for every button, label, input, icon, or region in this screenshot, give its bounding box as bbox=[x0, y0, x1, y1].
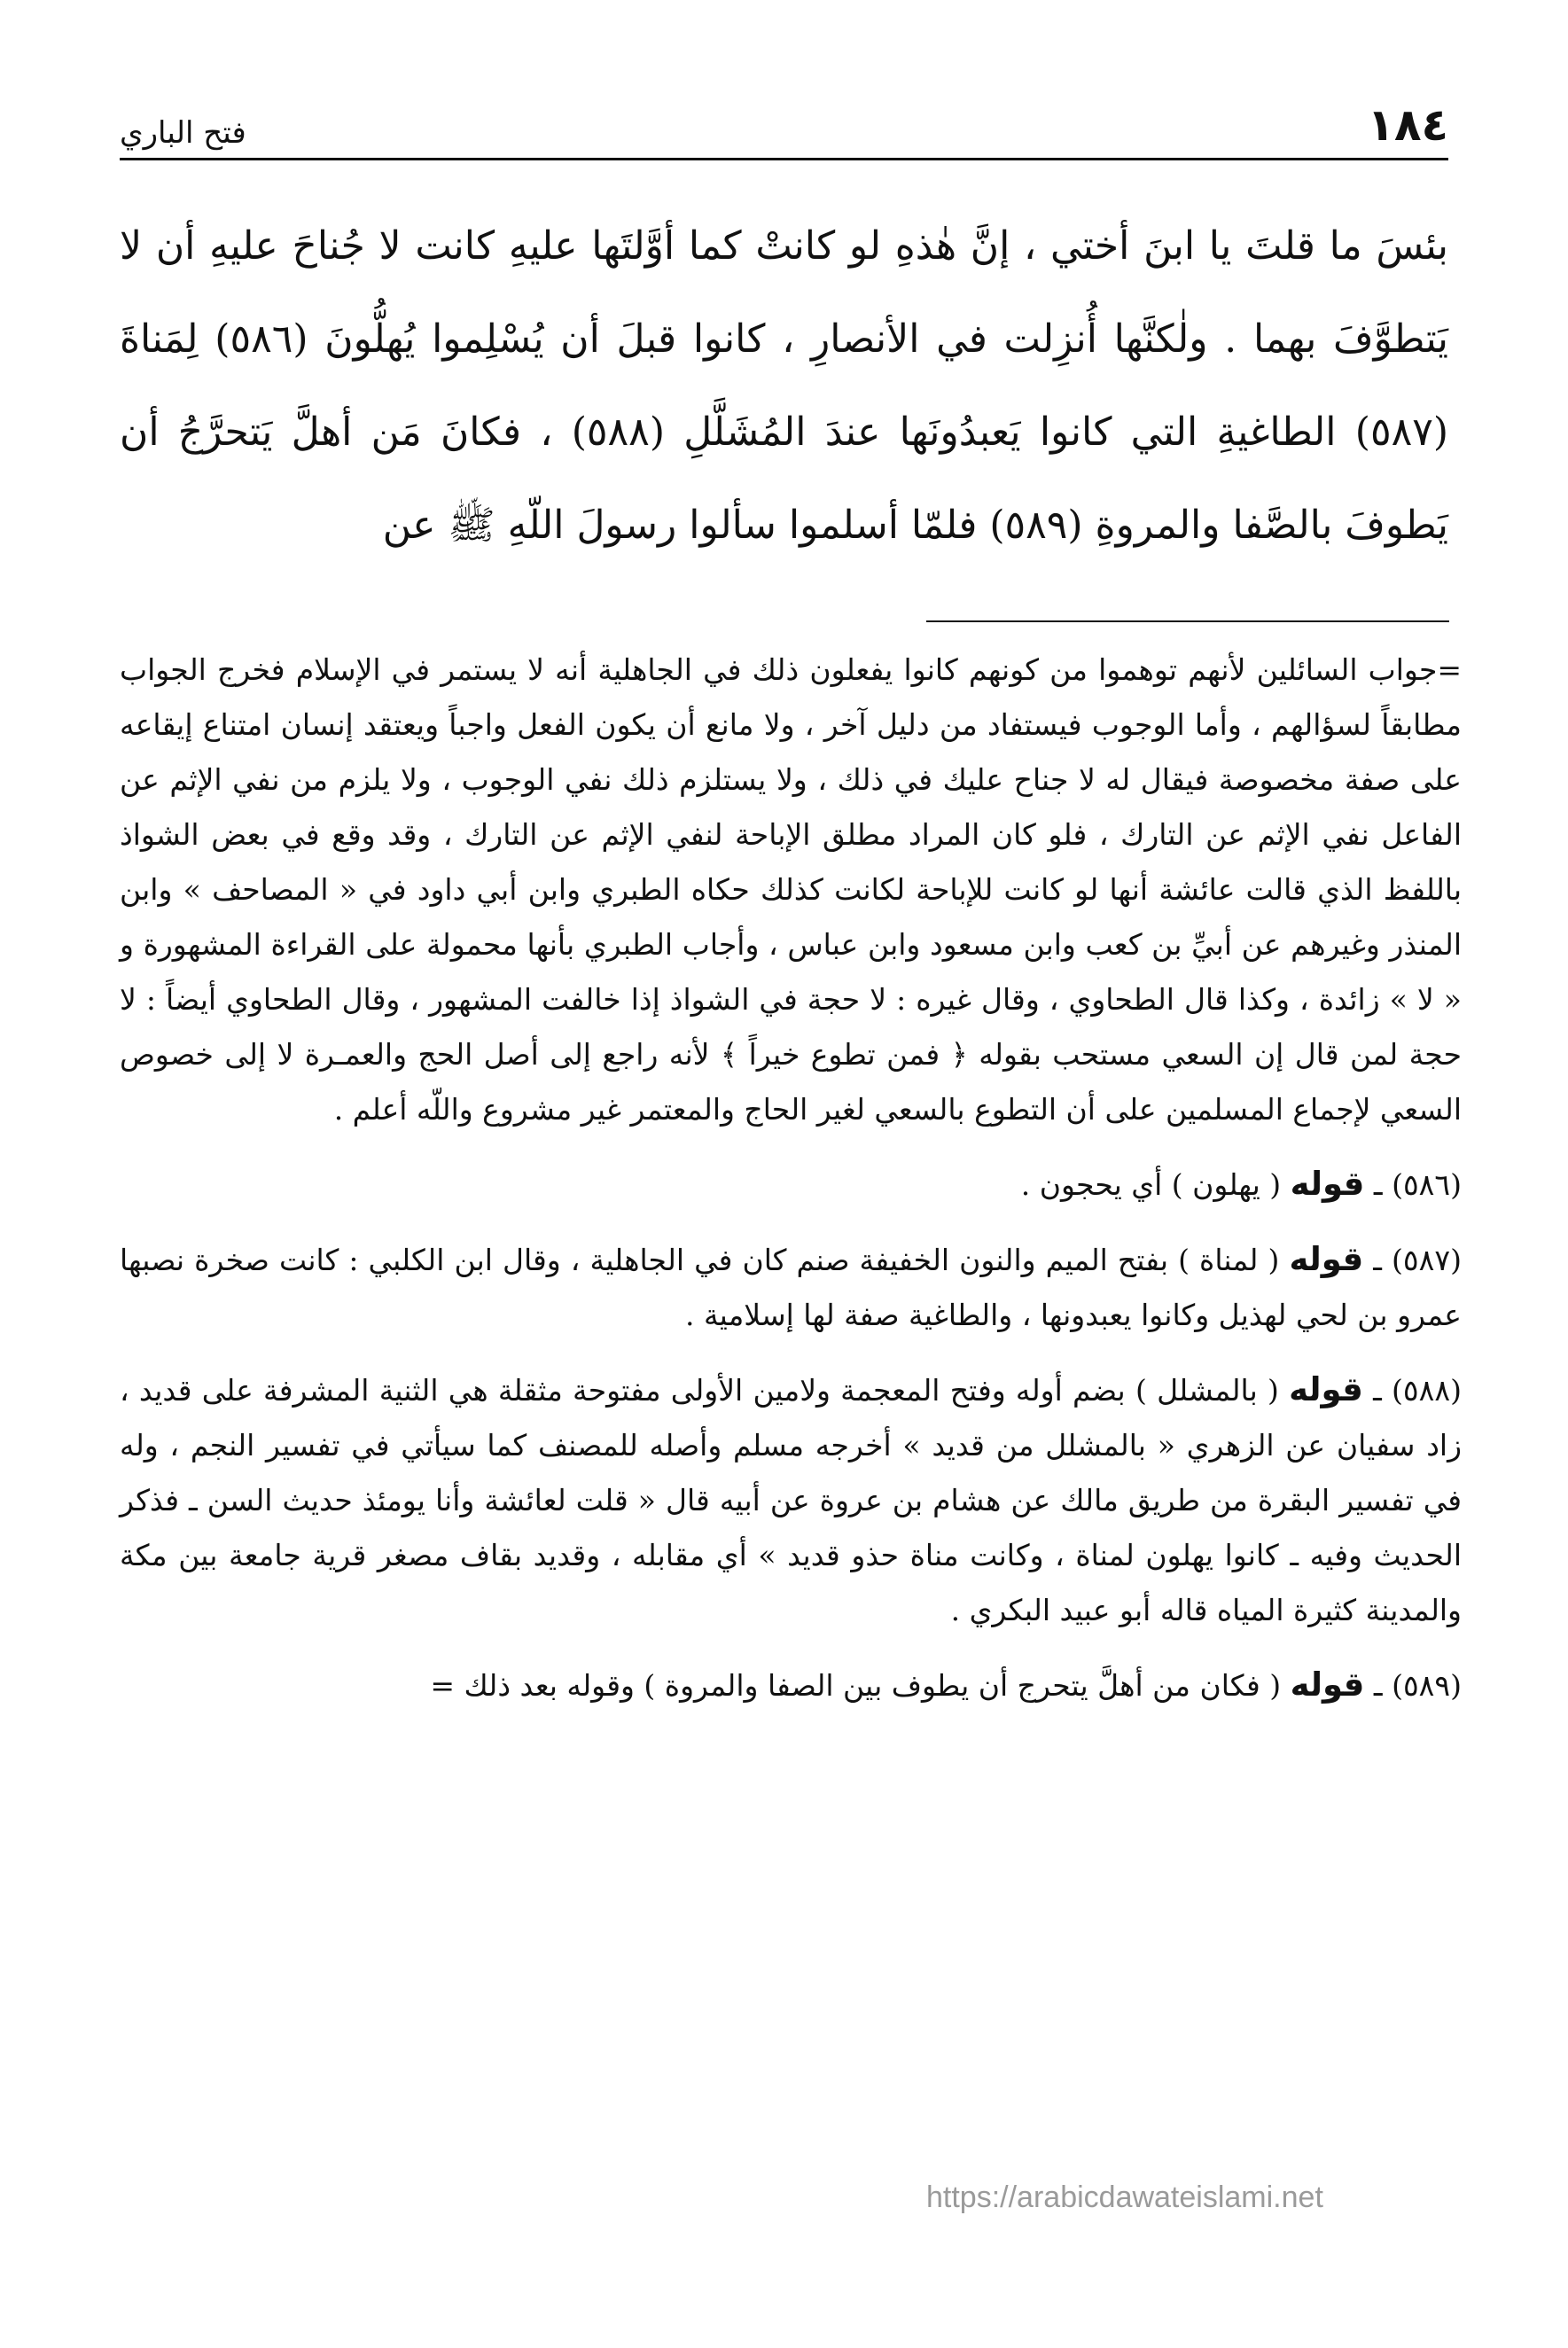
footnote-number: (٥٨٨) bbox=[1392, 1373, 1462, 1408]
footnote-keyword: قوله bbox=[1289, 1240, 1364, 1278]
footnote-number: (٥٨٦) bbox=[1392, 1167, 1462, 1202]
dash: ـ bbox=[1373, 1167, 1383, 1202]
footnotes bbox=[120, 643, 1462, 1733]
footnote-text: ( يهلون ) أي يحجون . bbox=[1020, 1167, 1282, 1202]
page-header bbox=[120, 89, 1448, 160]
page-number: ١٨٤ bbox=[1367, 99, 1448, 151]
watermark-url: https://arabicdawateislami.net bbox=[926, 2180, 1323, 2214]
footnote-text: ( لمناة ) بفتح الميم والنون الخفيفة صنم كان في الجاهلية ، وقال ابن الكلبي : كانت صخرة نصبها عمرو بن لحي لهذيل وكانوا يعبدونها ، والطاغية صفة لها إسلامية . bbox=[120, 1243, 1462, 1332]
footnote-keyword: قوله bbox=[1289, 1370, 1363, 1408]
footnote-588 bbox=[120, 1362, 1462, 1638]
dash: ـ bbox=[1373, 1668, 1383, 1703]
footnote-text: ( فكان من أهلَّ يتحرج أن يطوف بين الصفا والمروة ) وقوله بعد ذلك = bbox=[430, 1668, 1282, 1703]
footnote-number: (٥٨٧) bbox=[1392, 1243, 1462, 1277]
dash: ـ bbox=[1373, 1373, 1382, 1408]
main-paragraph: بئسَ ما قلتَ يا ابنَ أختي ، إنَّ هٰذهِ لو كانتْ كما أوَّلتَها عليهِ كانت لا جُناحَ عليهِ أن لا يَتطوَّفَ بهما . ولٰكنَّها أُنزِلت في الأنصارِ ، كانوا قبلَ أن يُسْلِموا يُهلُّونَ (٥٨٦) لِمَناةَ (٥٨٧) الطاغيةِ التي كانوا يَعبدُونَها عندَ المُشَلَّلِ (٥٨٨) ، فكانَ مَن أهلَّ يَتحرَّجُ أن يَطوفَ بالصَّفا والمروةِ (٥٨٩) فلمّا أسلموا سألوا رسولَ اللّهِ ﷺ عن bbox=[120, 223, 1449, 548]
running-title: فتح الباري bbox=[120, 115, 246, 151]
footnote-separator bbox=[926, 620, 1449, 622]
footnote-number: (٥٨٩) bbox=[1392, 1668, 1462, 1703]
footnote-keyword: قوله bbox=[1290, 1165, 1365, 1203]
main-text bbox=[120, 199, 1448, 572]
footnote-586 bbox=[120, 1157, 1462, 1213]
footnote-587 bbox=[120, 1232, 1462, 1343]
footnote-keyword: قوله bbox=[1290, 1665, 1365, 1704]
footnote-continuation: =جواب السائلين لأنهم توهموا من كونهم كانوا يفعلون ذلك في الجاهلية أنه لا يستمر في الإسلام فخرج الجواب مطابقاً لسؤالهم ، وأما الوجوب فيستفاد من دليل آخر ، ولا مانع أن يكون الفعل واجباً ويعتقد إنسان امتناع إيقاعه على صفة مخصوصة فيقال له لا جناح عليك في ذلك ، ولا يستلزم ذلك نفي الوجوب ، ولا يلزم من نفي الإثم عن الفاعل نفي الإثم عن التارك ، فلو كان المراد مطلق الإباحة لنفي الإثم عن التارك ، وقد وقع في بعض الشواذ باللفظ الذي قالت عائشة أنها لو كانت للإباحة لكانت كذلك حكاه الطبري وابن أبي داود في « المصاحف » وابن المنذر وغيرهم عن أبيِّ بن كعب وابن مسعود وابن عباس ، وأجاب الطبري بأنها محمولة على القراءة المشهورة و « لا » زائدة ، وكذا قال الطحاوي ، وقال غيره : لا حجة في الشواذ إذا خالفت المشهور ، وقال الطحاوي أيضاً : لا حجة لمن قال إن السعي مستحب بقوله ﴿ فمن تطوع خيراً ﴾ لأنه راجع إلى أصل الحج والعمـرة لا إلى خصوص السعي لإجماع المسلمين على أن التطوع بالسعي لغير الحاج والمعتمر غير مشروع واللّه أعلم . bbox=[120, 652, 1462, 1127]
footnote-589 bbox=[120, 1658, 1462, 1713]
dash: ـ bbox=[1373, 1243, 1382, 1277]
footnote-text: ( بالمشلل ) بضم أوله وفتح المعجمة ولامين الأولى مفتوحة مثقلة هي الثنية المشرفة على قديد ، زاد سفيان عن الزهري « بالمشلل من قديد » أخرجه مسلم وأصله للمصنف كما سيأتي في تفسير النجم ، وله في تفسير البقرة من طريق مالك عن هشام بن عروة عن أبيه قال « قلت لعائشة وأنا يومئذ حديث السن ـ فذكر الحديث وفيه ـ كانوا يهلون لمناة ، وكانت مناة حذو قديد » أي مقابله ، وقديد بقاف مصغر قرية جامعة بين مكة والمدينة كثيرة المياه قاله أبو عبيد البكري . bbox=[120, 1373, 1462, 1627]
